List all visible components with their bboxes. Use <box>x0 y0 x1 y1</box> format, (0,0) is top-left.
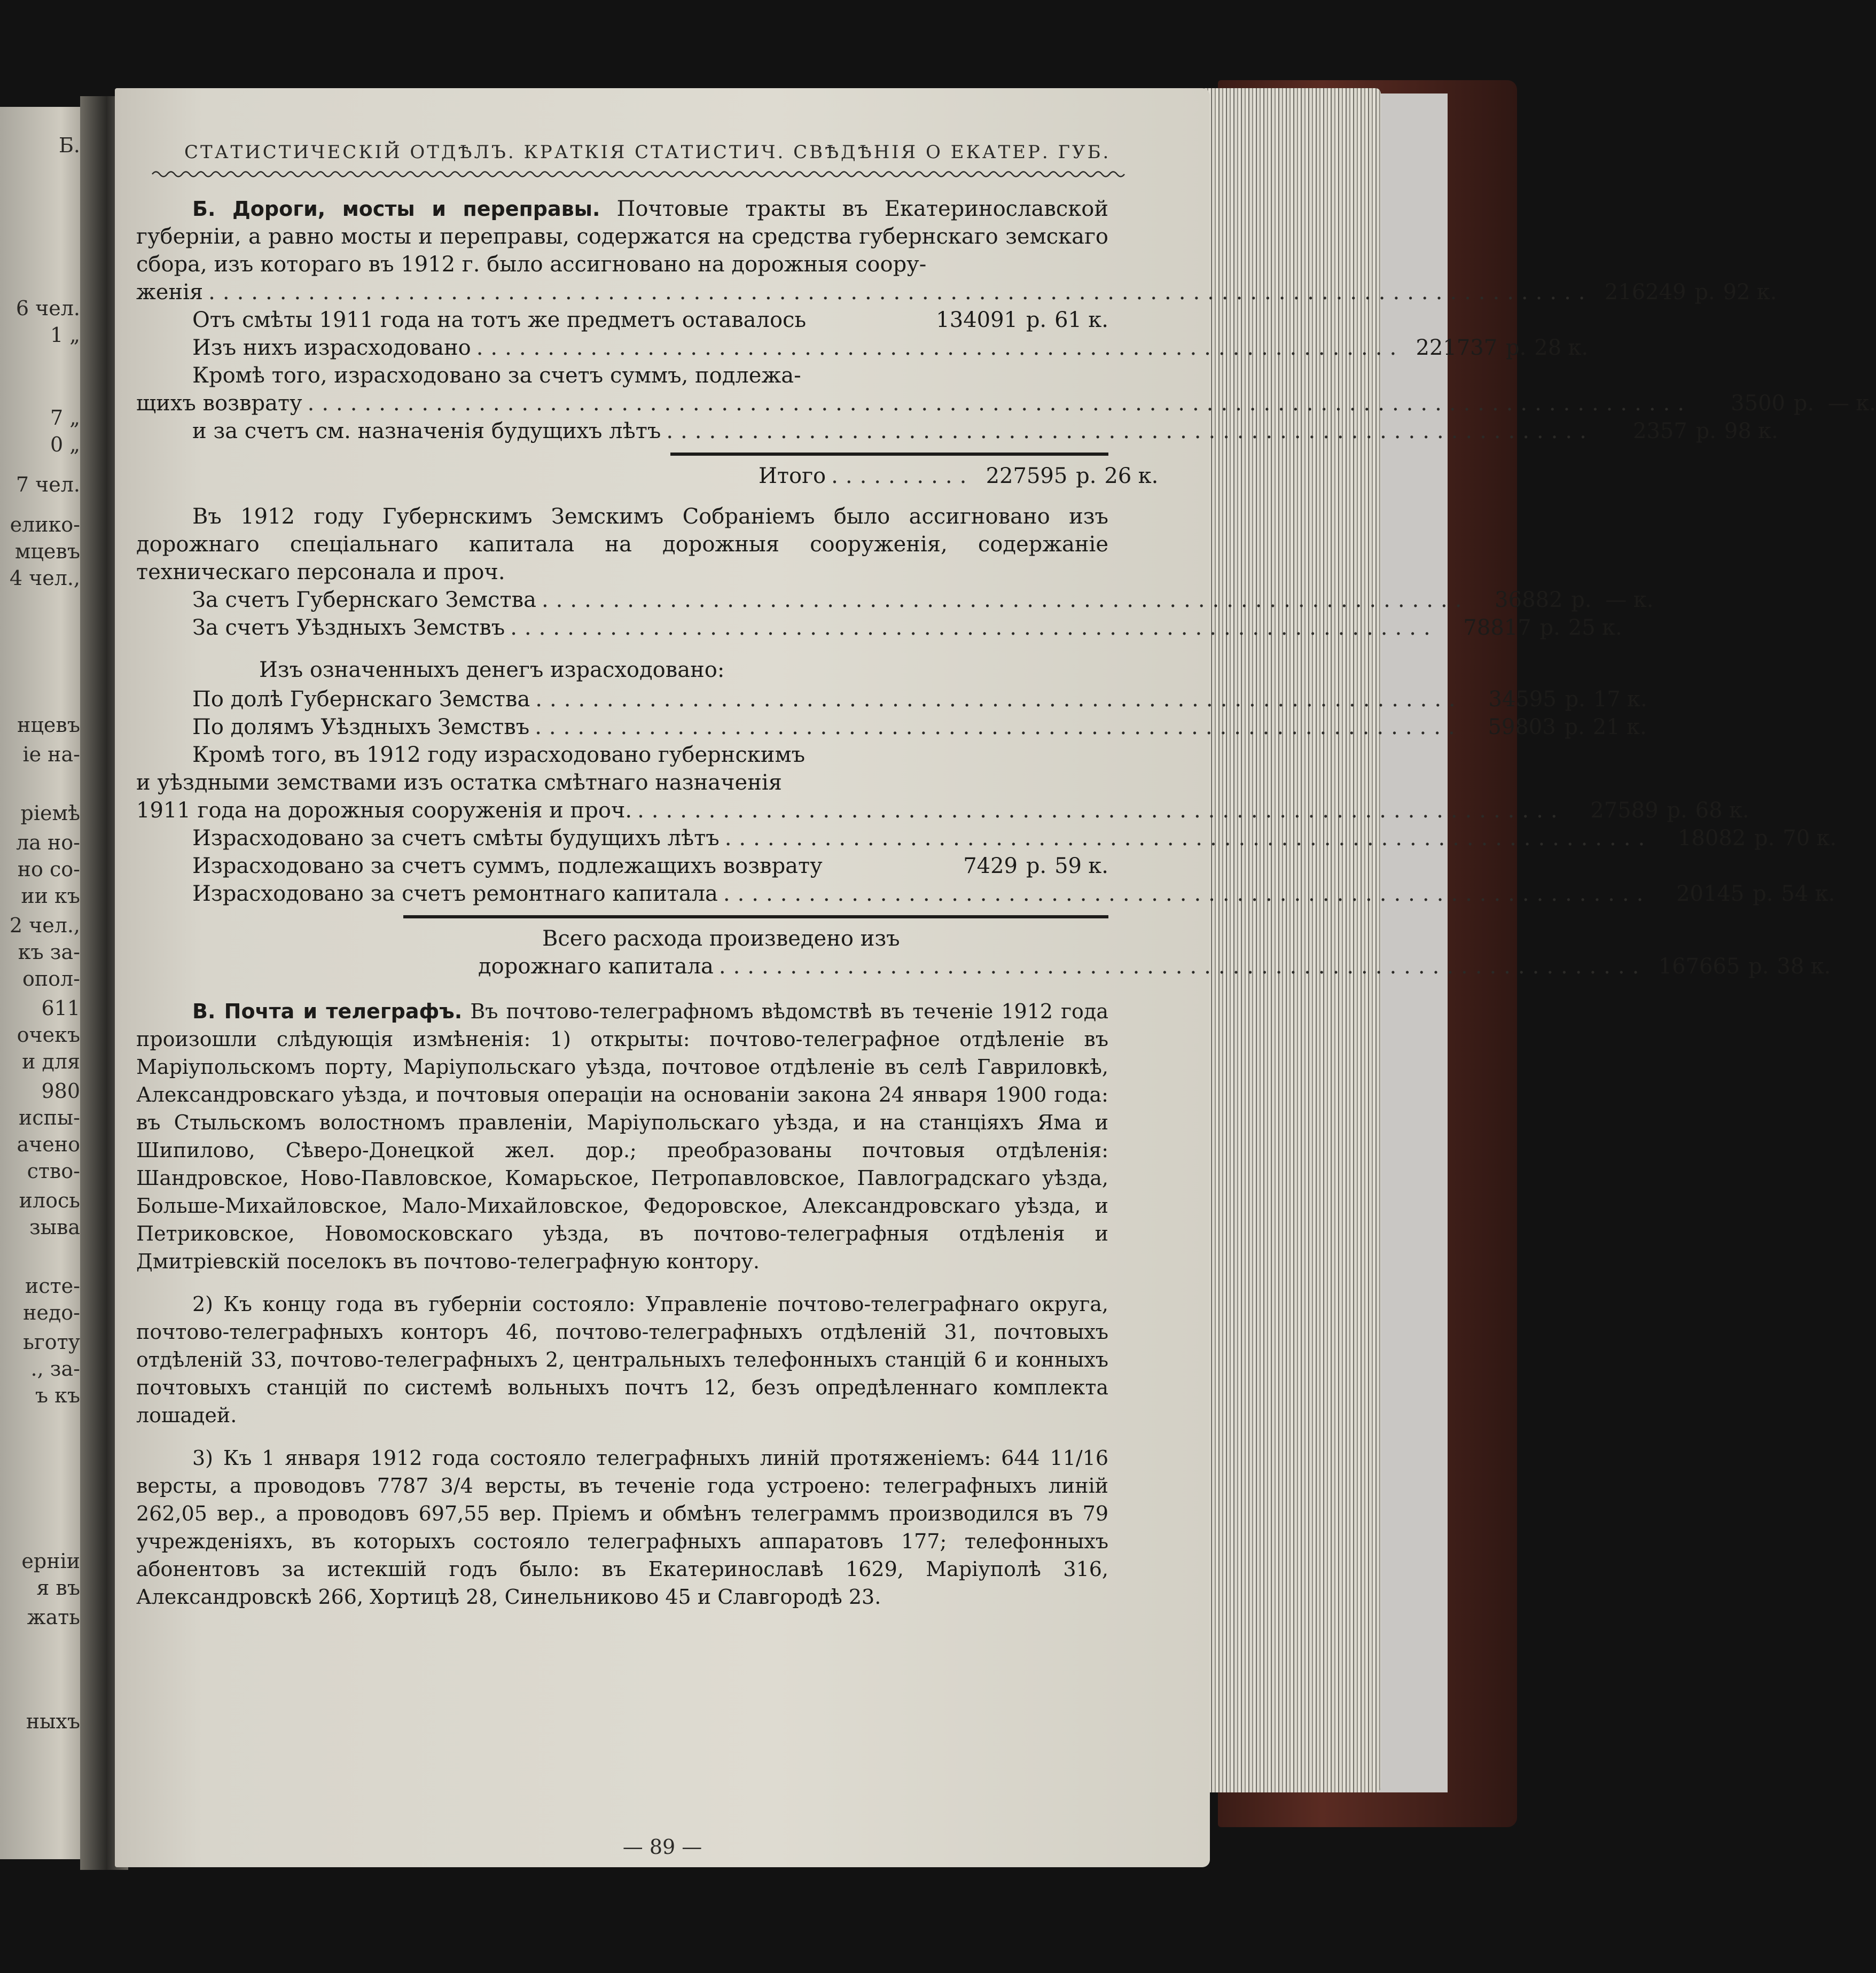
left-page-fragment: исте- <box>25 1274 80 1298</box>
left-page-fragment: очекъ <box>17 1023 80 1047</box>
row-amount: 134091 <box>936 308 1018 332</box>
section-v-paragraph-2: 2) Къ концу года въ губерніи состояло: Управленіе почтово-телеграфнаго округа, почтово-телеграфныхъ конторъ 46, почтово-телеграфныхъ отдѣленій 31, почтовыхъ отдѣленій 33, почтово-телеграфныхъ 2, центральныхъ телефонныхъ станцій 6 и конныхъ почтовыхъ станцій по системѣ вольныхъ почтъ 12, безъ опредѣленнаго комплекта лошадей. <box>136 1292 1108 1427</box>
grand-total-rule <box>403 915 1108 918</box>
grand-total-amount: 167665 <box>1658 954 1740 979</box>
left-page-fragment: елико- <box>10 513 80 536</box>
row-kop: 61 <box>1054 308 1082 332</box>
leader-dots: ................................................................................................. <box>208 280 1593 305</box>
ledger-row <box>136 769 1108 797</box>
page-number: — 89 — <box>622 1835 702 1859</box>
total-row <box>136 462 1159 490</box>
grand-total-caption <box>136 925 1108 953</box>
row-rub: р. <box>1026 854 1047 878</box>
row-k: к. <box>1729 798 1749 823</box>
ledger-row <box>136 852 1108 880</box>
row-kop: 25 <box>1568 615 1596 640</box>
row-k: к. <box>1627 687 1647 712</box>
leader-dots: ................................................................. <box>535 687 1463 712</box>
leader-dots: ................................................................. <box>718 954 1647 979</box>
left-page-fragment: опол- <box>22 967 80 991</box>
row-amount: 221737 <box>1416 336 1498 360</box>
ledger-row <box>136 586 1654 614</box>
left-page-fragment: ачено <box>17 1133 80 1156</box>
row-amount: 3500 <box>1731 391 1785 416</box>
left-page-fragment: жать <box>27 1605 80 1629</box>
page-content <box>136 195 1876 1611</box>
ledger-row <box>136 334 1589 362</box>
left-page-fragment: 2 чел., <box>9 914 80 937</box>
row-amount: 36882 <box>1495 588 1563 612</box>
leader-dots: ................................................................. <box>723 882 1651 906</box>
row-label: 1911 года на дорожныя сооруженія и проч. <box>136 798 632 823</box>
row-kop: 70 <box>1783 826 1810 851</box>
spent-heading: Изъ означенныхъ денегъ израсходовано: <box>259 658 725 682</box>
row-amount: 7429 <box>963 854 1018 878</box>
left-page-fragment: 4 чел., <box>9 566 80 590</box>
row-k: к. <box>1088 308 1108 332</box>
left-page-fragment: рiемѣ <box>20 801 80 825</box>
row-kop: 28 <box>1534 336 1562 360</box>
ledger-row <box>136 417 1778 445</box>
spacer <box>136 1275 1108 1290</box>
row-label: За счетъ Губернскаго Земства <box>192 588 536 612</box>
row-k: к. <box>1815 882 1835 906</box>
left-page-fragment: мцевъ <box>14 540 80 563</box>
row-label: По долѣ Губернскаго Земства <box>192 687 530 712</box>
row-amount: 27589 <box>1590 798 1659 823</box>
leader-dots: ................................................................. <box>541 588 1469 612</box>
row-amount: 59803 <box>1488 715 1556 739</box>
left-page-fragment: 611 <box>41 996 80 1020</box>
header-wavy-rule <box>152 168 1130 180</box>
left-page-fragment: ии къ <box>21 884 80 908</box>
section-v-heading: В. Почта и телеграфъ. <box>192 1000 463 1023</box>
total-k: к. <box>1138 464 1159 488</box>
row-label: Израсходовано за счетъ суммъ, подлежащихъ возврату <box>192 854 823 878</box>
row-label: Кромѣ того, въ 1912 году израсходовано губернскимъ <box>192 743 806 767</box>
row-rub: р. <box>1571 588 1592 612</box>
total-label: Итого <box>759 464 826 488</box>
row-k: к. <box>1088 854 1108 878</box>
row-rub: р. <box>1539 615 1560 640</box>
section-v-p1-text: Въ почтово-телеграфномъ вѣдомствѣ въ теченіе 1912 года произошли слѣдующія измѣненія: 1) открыты: почтово-телеграфное отдѣленіе въ Маріупольскомъ порту, Маріупольскаго уѣзда, почтовое отдѣленіе въ селѣ Гавриловкѣ, Александровскаго уѣзда, и почтовыя операціи на основаніи закона 24 января 1900 года: въ Стыльскомъ волостномъ правленіи, Маріупольскаго уѣзда, и на станціяхъ Яма и Шипилово, Сѣверо-Донецкой жел. дор.; преобразованы почтовыя отдѣленія: Шандровское, Ново-Павловское, Комарьское, Петропавловское, Павлоградскаго уѣзда, Больше-Михайловское, Мало-Михайловское, Федоровское, Александровскаго уѣзда, и Петриковское, Новомосковскаго уѣзда, въ почтово-телеграфныя отдѣленія и Дмитріевскій поселокъ въ почтово-телеграфную контору. <box>136 1000 1108 1273</box>
row-kop: — <box>1827 391 1849 416</box>
ledger-row <box>136 306 1108 334</box>
leader-dots: ................................................................................................. <box>307 391 1692 416</box>
section-b-intro <box>136 195 1108 278</box>
section-b-intro-text: Почтовые тракты въ Екатеринославской губерніи, а равно мосты и переправы, содержатся на средства губернскаго земскаго сбора, изъ котораго въ 1912 г. было ассигновано на дорожныя соору- <box>136 197 1108 277</box>
row-k: к. <box>1626 715 1647 739</box>
left-page-fragment: илось <box>19 1189 80 1212</box>
left-page-fragment: 7 чел. <box>15 473 80 496</box>
grand-total-rub: р. <box>1748 954 1769 979</box>
row-amount: 34595 <box>1488 687 1557 712</box>
row-kop: 68 <box>1695 798 1723 823</box>
row-k: к. <box>1601 615 1622 640</box>
row-label: щихъ возврату <box>136 391 302 416</box>
left-page-fragment: 1 „ <box>50 323 80 347</box>
left-page-fragment: зыва <box>29 1215 80 1239</box>
ledger-row <box>136 741 1108 769</box>
row-rub: р. <box>1667 798 1687 823</box>
total-amount: 227595 <box>986 464 1068 488</box>
leader-dots: ................................................................. <box>535 715 1463 739</box>
left-page-fragment: ство- <box>27 1159 80 1183</box>
ledger-row <box>136 389 1876 417</box>
left-page-fragment: къ за- <box>18 940 80 964</box>
grand-total-k: к. <box>1810 954 1831 979</box>
ledger-row <box>136 685 1647 713</box>
row-amount: 20145 <box>1676 882 1745 906</box>
leader-dots: ................................................................. <box>666 419 1594 443</box>
spacer <box>136 642 1108 654</box>
row-k: к. <box>1633 588 1654 612</box>
grand-total-caption-text: Всего расхода произведено изъ <box>542 926 900 951</box>
row-label: Израсходовано за счетъ ремонтнаго капитала <box>192 882 718 906</box>
section-b-heading: Б. Дороги, мосты и переправы. <box>192 197 600 221</box>
row-label: женія <box>136 280 204 305</box>
left-page-fragment: ъ къ <box>35 1384 80 1407</box>
right-page <box>115 88 1876 1867</box>
leader-dots: ................................................................. <box>637 798 1565 823</box>
spacer <box>136 980 1108 997</box>
row-kop: 92 <box>1723 280 1750 305</box>
row-amount: 18082 <box>1677 826 1746 851</box>
leader-dots: ................................................................. <box>476 336 1404 360</box>
total-rub: р. <box>1076 464 1097 488</box>
row-rub: р. <box>1793 391 1815 416</box>
left-page-fragment: но со- <box>17 857 80 881</box>
left-page-fragment: ., за- <box>30 1357 80 1381</box>
row-kop: 59 <box>1054 854 1082 878</box>
row-rub: р. <box>1695 419 1716 443</box>
left-page-fragment: недо- <box>23 1301 80 1324</box>
row-k: к. <box>1816 826 1837 851</box>
ledger-row <box>136 880 1835 908</box>
section-v-paragraph-3: 3) Къ 1 января 1912 года состояло телеграфныхъ линій протяженіемъ: 644 11/16 версты, а проводовъ 7787 3/4 версты, въ теченіе года устроено: телеграфныхъ линій 262,05 вер., а проводовъ 697,55 вер. Пріемъ и обмѣнъ телеграммъ производился въ 79 учрежденіяхъ, въ которыхъ состояло телеграфныхъ аппаратовъ 177; телефонныхъ абонентовъ за истекшій годъ было: въ Екатеринославѣ 1629, Маріуполѣ 316, Александровскѣ 266, Хортицѣ 28, Синельниково 45 и Славгородѣ 23. <box>136 1446 1108 1609</box>
row-k: к. <box>1756 280 1777 305</box>
ledger-row <box>136 797 1749 824</box>
ledger-row <box>136 614 1622 642</box>
grand-total-kop: 38 <box>1777 954 1804 979</box>
row-kop: 54 <box>1781 882 1809 906</box>
row-k: к. <box>1568 336 1589 360</box>
section-v-paragraph-1 <box>136 997 1108 1275</box>
spacer <box>136 490 1108 503</box>
left-page-fragment: и для <box>22 1050 80 1073</box>
left-page-fragment: Б. <box>58 134 80 157</box>
left-page-fragment: ныхъ <box>26 1710 80 1733</box>
row-rub: р. <box>1506 336 1527 360</box>
leader-dots: ................................................................. <box>724 826 1653 851</box>
left-page-fragment: испы- <box>18 1106 80 1129</box>
row-kop: 17 <box>1593 687 1621 712</box>
row-rub: р. <box>1565 687 1585 712</box>
left-page-fragment: 6 чел. <box>15 297 80 320</box>
row-label: Израсходовано за счетъ смѣты будущихъ лѣтъ <box>192 826 720 851</box>
row-kop: 98 <box>1724 419 1752 443</box>
ledger-row <box>136 362 1108 389</box>
assigned-paragraph: Въ 1912 году Губернскимъ Земскимъ Собраніемъ было ассигновано изъ дорожнаго спеціальнаго капитала на дорожныя сооруженія, содержаніе техническаго персонала и проч. <box>136 504 1108 584</box>
running-header: СТАТИСТИЧЕСКІЙ ОТДѢЛЪ. КРАТКІЯ СТАТИСТИЧ. СВѢДѢНІЯ О ЕКАТЕР. ГУБ. <box>184 142 1111 163</box>
row-kop: — <box>1605 588 1627 612</box>
ledger-row <box>136 278 1777 306</box>
row-label: За счетъ Уѣздныхъ Земствъ <box>192 615 505 640</box>
row-amount: 78817 <box>1463 615 1531 640</box>
row-rub: р. <box>1026 308 1047 332</box>
left-page-fragment: iе на- <box>22 743 80 766</box>
left-page-fragment: ерніи <box>21 1549 80 1573</box>
left-page-fragment: я въ <box>36 1576 80 1600</box>
ledger-row <box>136 713 1647 741</box>
row-rub: р. <box>1754 826 1775 851</box>
spacer <box>136 1429 1108 1444</box>
left-page-fragment: нцевъ <box>17 713 80 737</box>
row-label: Отъ смѣты 1911 года на тотъ же предметъ оставалось <box>192 308 807 332</box>
left-page-fragment: ьготу <box>23 1330 80 1354</box>
row-kop: 21 <box>1592 715 1620 739</box>
left-page-fragment: 7 „ <box>50 406 80 430</box>
left-page-fragment: ла но- <box>16 831 80 854</box>
row-amount: 2357 <box>1633 419 1687 443</box>
left-page-fragment: 0 „ <box>50 433 80 456</box>
row-rub: р. <box>1564 715 1585 739</box>
leader-dots: .......... <box>831 464 974 488</box>
row-label: и уѣздными земствами изъ остатка смѣтнаго назначенія <box>136 770 782 795</box>
row-rub: р. <box>1694 280 1715 305</box>
grand-total-label: дорожнаго капитала <box>478 954 714 979</box>
ledger-row <box>136 824 1837 852</box>
row-rub: р. <box>1753 882 1773 906</box>
leader-dots: ................................................................. <box>510 615 1438 640</box>
row-k: к. <box>1856 391 1876 416</box>
left-page-fragment: 980 <box>41 1079 80 1103</box>
row-amount: 216249 <box>1604 280 1686 305</box>
grand-total-row <box>136 953 1831 980</box>
row-label: и за счетъ см. назначенія будущихъ лѣтъ <box>192 419 661 443</box>
row-label: По долямъ Уѣздныхъ Земствъ <box>192 715 530 739</box>
total-kop: 26 <box>1104 464 1132 488</box>
row-k: к. <box>1758 419 1778 443</box>
row-label: Кромѣ того, израсходовано за счетъ суммъ, подлежа- <box>192 363 801 388</box>
total-rule <box>670 453 1108 456</box>
row-label: Изъ нихъ израсходовано <box>192 336 471 360</box>
